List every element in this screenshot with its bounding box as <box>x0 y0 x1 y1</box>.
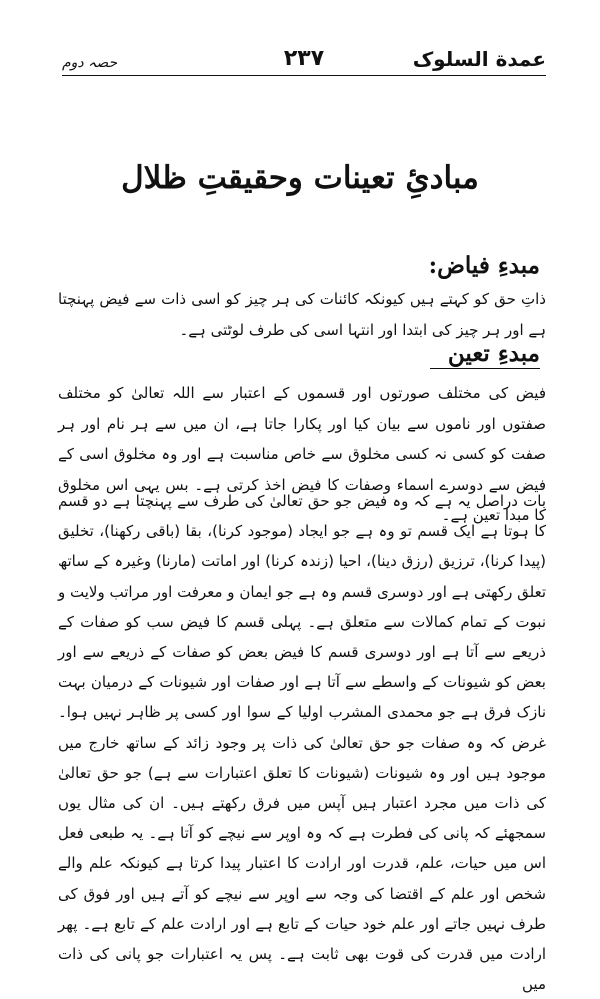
body-paragraph: بات دراصل یہ ہے کہ وہ فیض جو حق تعالیٰ کی طرف سے پہنچتا ہے دو قسم کا ہوتا ہے ایک قسم تو وہ ہے جو ایجاد (موجود کرنا)، بقا (باقی رکھنا)، تخلیق (پیدا کرنا)، ترزیق (رزق دینا)، احیا (زندہ کرنا) اور اماتت (مارنا) وغیرہ کے ساتھ تعلق رکھتی ہے اور دوسری قسم وہ ہے جو ایمان و معرفت اور مراتب ولایت و نبوت کے تمام کمالات سے متعلق ہے۔ پہلی قسم کا فیض سب کو صفات کے ذریعے سے آتا ہے اور دوسری قسم کا فیض بعض کو صفات کے ذریعے سے اور بعض کو شیونات کے واسطے سے آتا ہے اور صفات اور شیونات کے درمیان بہت نازک فرق ہے جو محمدی المشرب اولیا کے سوا اور کسی پر ظاہر نہیں ہوا۔ غرض کہ وہ صفات جو حق تعالیٰ کی ذات پر وجود زائد کے ساتھ خارج میں موجود ہیں اور وہ شیونات (شیونات کا تعلق اعتبارات سے ہے) جو حق تعالیٰ کی ذات میں مجرد اعتبار ہیں آپس میں فرق رکھتے ہیں۔ ان کی مثال یوں سمجھئے کہ پانی کی فطرت ہے کہ وہ اوپر سے نیچے کو آتا ہے۔ یہ طبعی فعل اس میں حیات، علم، قدرت اور ارادت کا اعتبار پیدا کرتا ہے کیونکہ علم والے شخص اور علم کے اقتضا کی وجہ سے اوپر سے نیچے کو آتے ہیں اور فوق کی طرف نہیں جاتے اور علم خود حیات کے تابع ہے اور ارادت علم کے تابع ہے۔ پھر ارادت میں قدرت کی قوت بھی ثابت ہے۔ پس یہ اعتبارات جو پانی کی ذات میں <box>58 492 546 994</box>
section-label: حصہ دوم <box>62 55 118 71</box>
chapter-title: مبادئِ تعینات وحقیقتِ ظلال <box>121 160 479 196</box>
section-heading: مبدءِ فیاض: <box>428 252 540 279</box>
section-paragraph: ذاتِ حق کو کہتے ہیں کیونکہ کائنات کی ہر چیز کو اسی ذات سے فیض پہنچتا ہے اور ہر چیز کی ابتدا اور انتہا اسی کی طرف لوٹتی ہے۔ <box>58 290 546 339</box>
section-heading: مبدءِ تعین <box>430 340 540 369</box>
running-header <box>62 28 546 76</box>
book-title: عمدة السلوک <box>412 47 546 71</box>
page-number: ۲۳۷ <box>283 46 325 71</box>
section-paragraph: فیض کی مختلف صورتوں اور قسموں کے اعتبار سے اللہ تعالیٰ کو مختلف صفتوں اور ناموں سے بیان کیا اور پکارا جاتا ہے، ان میں سے ہر نام اور ہر صفت کو کسی نہ کسی مخلوق سے خاص مناسبت ہے اور وہ مخلوق اسی کے فیض سے دوسرے اسماء وصفات کا فیض اخذ کرتی ہے۔ بس یہی اس مخلوق کا مبدا تعین ہے۔ <box>58 384 546 524</box>
